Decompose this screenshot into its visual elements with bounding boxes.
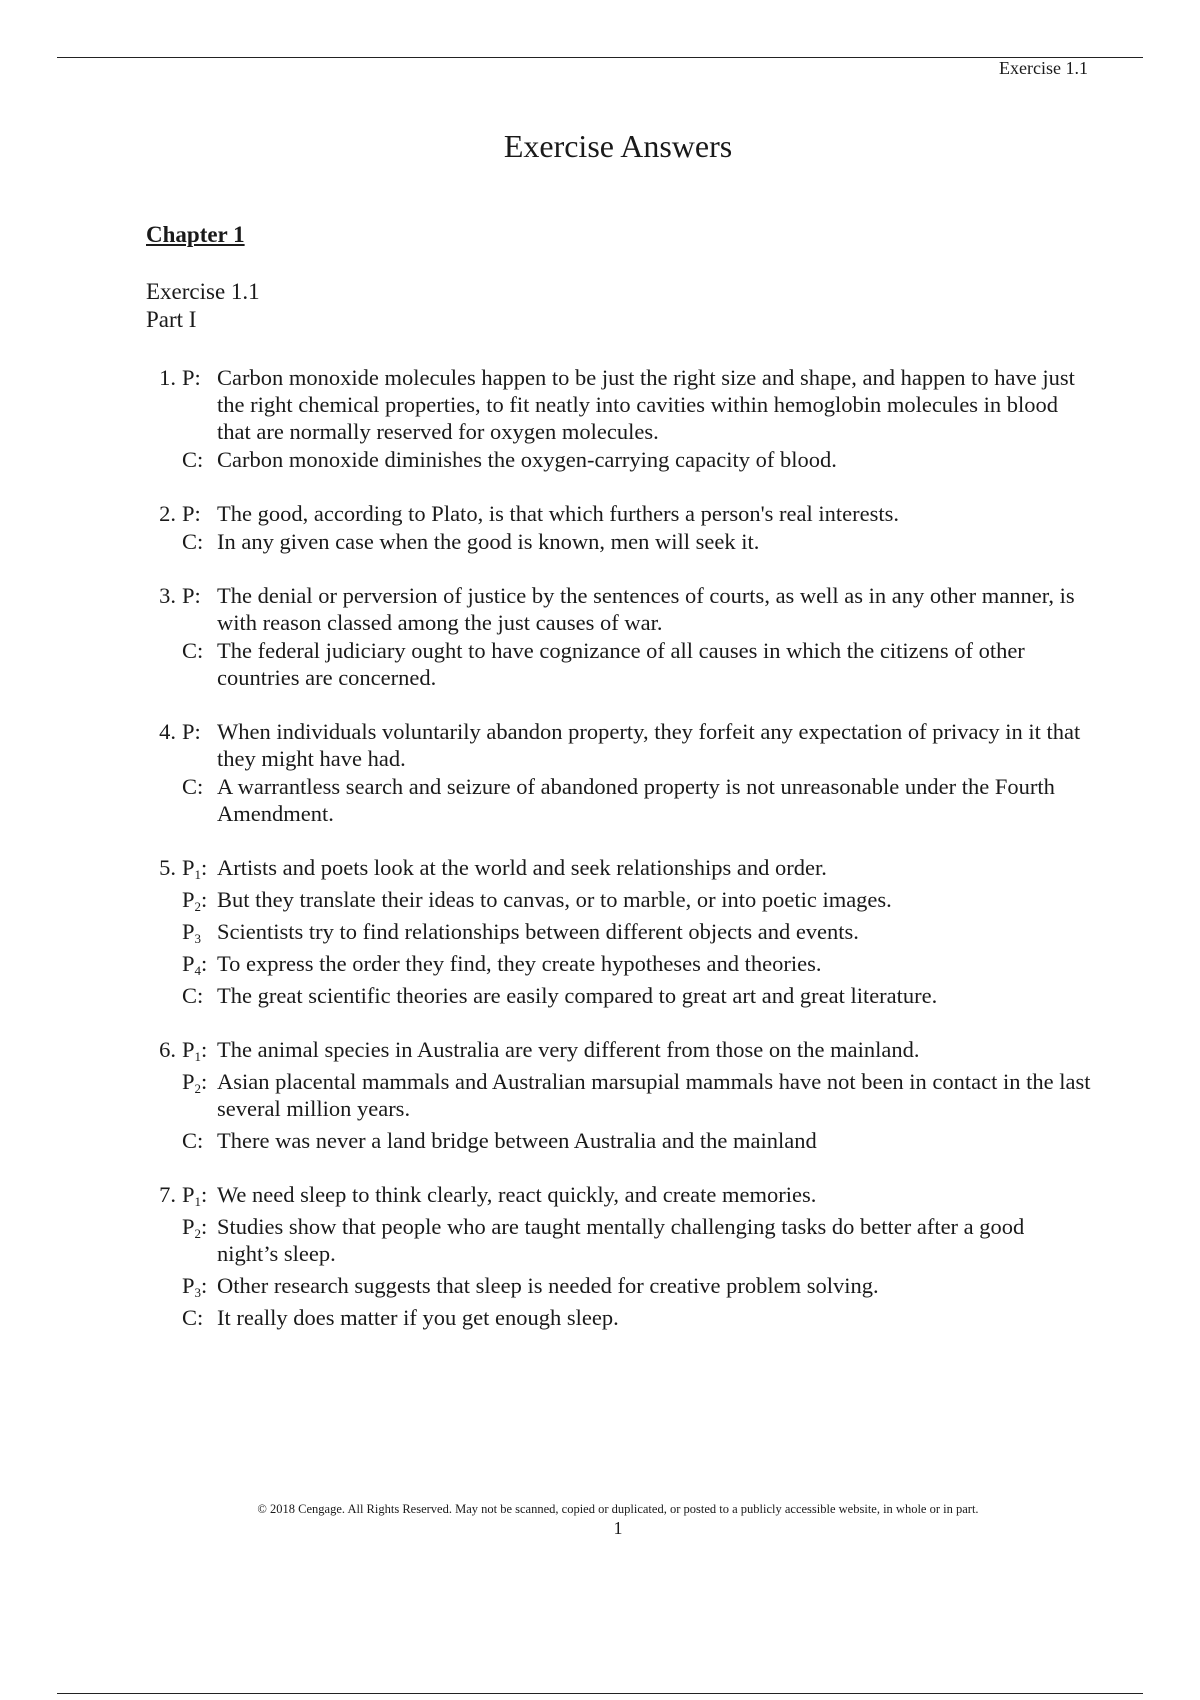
line-text: Other research suggests that sleep is needed for creative problem solving. [217, 1273, 879, 1298]
line-text: In any given case when the good is known, men will seek it. [217, 529, 760, 554]
item-number [146, 637, 182, 691]
line-label [182, 637, 217, 691]
line-label [182, 500, 217, 527]
line-text: The denial or perversion of justice by the sentences of courts, as well as in any other manner, is with reason classed among the just causes of war. [217, 583, 1075, 635]
label-separator: : [197, 447, 204, 472]
line-text: It really does matter if you get enough sleep. [217, 1305, 619, 1330]
line-label [182, 1304, 217, 1331]
label-letter: P [182, 887, 195, 912]
item-number: 1. [159, 365, 176, 390]
label-subscript: 3 [194, 931, 202, 946]
label-letter: P [182, 951, 195, 976]
label-separator: : [201, 1182, 208, 1207]
label-separator: : [201, 1037, 208, 1062]
item-number: 5. [159, 855, 176, 880]
label-letter: P [182, 1214, 195, 1239]
premise-line [146, 1036, 1091, 1063]
label-separator: : [194, 583, 201, 608]
conclusion-line [146, 1304, 1091, 1331]
label-letter: C [182, 529, 198, 554]
line-text: The great scientific theories are easily compared to great art and great literature. [217, 983, 938, 1008]
label-separator: : [201, 1214, 208, 1239]
label-letter: C [182, 1305, 198, 1330]
conclusion-line [146, 773, 1091, 827]
line-text: Carbon monoxide molecules happen to be just the right size and shape, and happen to have just the right chemical properties, to fit neatly into cavities within hemoglobin molecules in blood that are normally reserved for oxygen molecules. [217, 365, 1075, 444]
label-letter: C [182, 774, 198, 799]
label-letter: P [182, 501, 195, 526]
line-label [182, 950, 217, 977]
label-separator: : [201, 951, 208, 976]
line-label [182, 446, 217, 473]
label-subscript: 1 [194, 1194, 202, 1209]
item-number: 6. [159, 1037, 176, 1062]
item-number [146, 982, 182, 1009]
exercise-heading: Exercise 1.1 [146, 279, 260, 304]
premise-line [146, 950, 1091, 977]
bottom-rule [57, 1693, 1143, 1694]
label-separator: : [197, 529, 204, 554]
line-text: Carbon monoxide diminishes the oxygen-carrying capacity of blood. [217, 447, 837, 472]
answer-list [146, 364, 1091, 1358]
copyright-notice: © 2018 Cengage. All Rights Reserved. May not be scanned, copied or duplicated, or posted to a publicly accessible website, in whole or in part. [257, 1502, 979, 1516]
item-number [146, 1304, 182, 1331]
premise-line [146, 364, 1091, 445]
answer-item [146, 364, 1091, 473]
line-text: We need sleep to think clearly, react quickly, and create memories. [217, 1182, 817, 1207]
item-number [146, 528, 182, 555]
premise-line [146, 918, 1091, 945]
item-number [146, 886, 182, 913]
label-letter: C [182, 638, 198, 663]
line-text: There was never a land bridge between Australia and the mainland [217, 1128, 817, 1153]
item-number: 7. [159, 1182, 176, 1207]
label-letter: P [182, 719, 195, 744]
answer-item [146, 500, 1091, 555]
line-text: Studies show that people who are taught mentally challenging tasks do better after a good night’s sleep. [217, 1214, 1025, 1266]
item-number [146, 1127, 182, 1154]
label-separator: : [197, 1128, 204, 1153]
answer-item [146, 718, 1091, 827]
line-label [182, 528, 217, 555]
line-text: The good, according to Plato, is that which furthers a person's real interests. [217, 501, 899, 526]
conclusion-line [146, 982, 1091, 1009]
label-subscript: 3 [194, 1285, 202, 1300]
item-number [146, 918, 182, 945]
line-text: Artists and poets look at the world and seek relationships and order. [217, 855, 827, 880]
line-label [182, 1272, 217, 1299]
line-text: When individuals voluntarily abandon property, they forfeit any expectation of privacy in it that they might have had. [217, 719, 1081, 771]
item-number: 3. [159, 583, 176, 608]
item-number [146, 1068, 182, 1122]
item-number [146, 446, 182, 473]
label-subscript: 2 [194, 1081, 202, 1096]
running-head: Exercise 1.1 [999, 58, 1088, 78]
premise-line [146, 718, 1091, 772]
label-subscript: 2 [194, 1226, 202, 1241]
line-label [182, 1036, 217, 1063]
answer-item [146, 1036, 1091, 1154]
label-letter: P [182, 1037, 195, 1062]
label-letter: P [182, 919, 195, 944]
label-separator: : [201, 855, 208, 880]
label-letter: P [182, 1273, 195, 1298]
label-letter: C [182, 447, 198, 472]
label-separator: : [194, 365, 201, 390]
line-label [182, 1127, 217, 1154]
premise-line [146, 1068, 1091, 1122]
line-text: But they translate their ideas to canvas, or to marble, or into poetic images. [217, 887, 892, 912]
conclusion-line [146, 637, 1091, 691]
line-label [182, 773, 217, 827]
label-subscript: 2 [194, 899, 202, 914]
label-letter: C [182, 983, 198, 1008]
page-title: Exercise Answers [503, 128, 733, 164]
label-separator: : [194, 719, 201, 744]
label-subscript: 4 [194, 963, 202, 978]
label-letter: P [182, 855, 195, 880]
item-number [146, 950, 182, 977]
line-label [182, 886, 217, 913]
label-letter: P [182, 1069, 195, 1094]
item-number: 2. [159, 501, 176, 526]
line-text: A warrantless search and seizure of abandoned property is not unreasonable under the Fourth Amendment. [217, 774, 1055, 826]
premise-line [146, 1181, 1091, 1208]
line-label [182, 918, 217, 945]
label-letter: C [182, 1128, 198, 1153]
line-label [182, 1068, 217, 1122]
top-rule [57, 57, 1143, 58]
page-number: 1 [613, 1518, 623, 1538]
premise-line [146, 886, 1091, 913]
line-text: Asian placental mammals and Australian marsupial mammals have not been in contact in the last several million years. [217, 1069, 1091, 1121]
line-label [182, 1181, 217, 1208]
label-letter: P [182, 1182, 195, 1207]
label-separator: : [194, 501, 201, 526]
line-text: Scientists try to find relationships between different objects and events. [217, 919, 859, 944]
item-number: 4. [159, 719, 176, 744]
line-label [182, 1213, 217, 1267]
part-heading: Part I [146, 307, 197, 332]
label-subscript: 1 [194, 867, 202, 882]
premise-line [146, 582, 1091, 636]
item-number [146, 773, 182, 827]
conclusion-line [146, 446, 1091, 473]
label-separator: : [197, 774, 204, 799]
label-letter: P [182, 583, 195, 608]
answer-item [146, 854, 1091, 1009]
line-label [182, 582, 217, 636]
label-letter: P [182, 365, 195, 390]
label-separator: : [197, 1305, 204, 1330]
label-separator: : [197, 983, 204, 1008]
premise-line [146, 500, 1091, 527]
item-number [146, 1272, 182, 1299]
line-label [182, 982, 217, 1009]
line-label [182, 718, 217, 772]
line-text: To express the order they find, they create hypotheses and theories. [217, 951, 822, 976]
item-number [146, 1213, 182, 1267]
label-separator: : [201, 887, 208, 912]
label-separator: : [197, 638, 204, 663]
answer-item [146, 1181, 1091, 1331]
premise-line [146, 1213, 1091, 1267]
chapter-heading: Chapter 1 [146, 222, 245, 247]
label-separator: : [201, 1069, 208, 1094]
conclusion-line [146, 1127, 1091, 1154]
line-label [182, 854, 217, 881]
line-text: The federal judiciary ought to have cognizance of all causes in which the citizens of other countries are concerned. [217, 638, 1025, 690]
line-label [182, 364, 217, 445]
line-text: The animal species in Australia are very different from those on the mainland. [217, 1037, 920, 1062]
premise-line [146, 854, 1091, 881]
premise-line [146, 1272, 1091, 1299]
answer-item [146, 582, 1091, 691]
label-separator: : [201, 1273, 208, 1298]
conclusion-line [146, 528, 1091, 555]
label-subscript: 1 [194, 1049, 202, 1064]
